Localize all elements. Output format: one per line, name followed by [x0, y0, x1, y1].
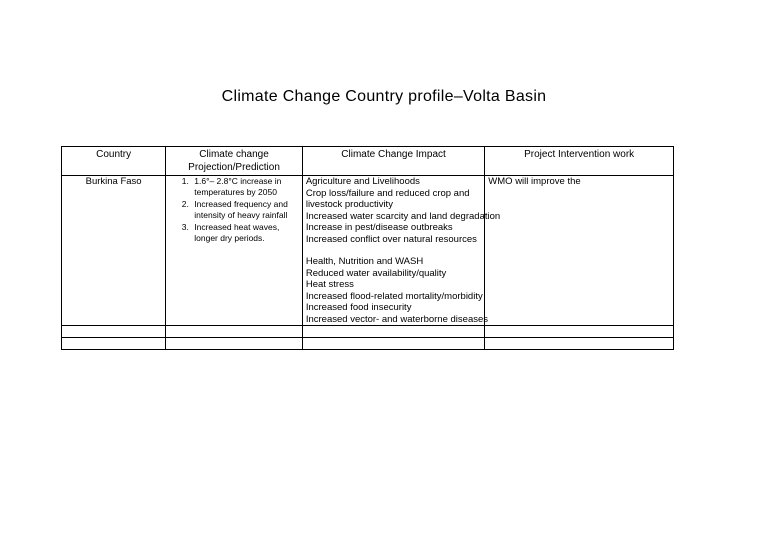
- impact-line: Increased food insecurity: [305, 302, 412, 313]
- impact-line: Increased water scarcity and land degradation: [305, 210, 501, 222]
- impact-cell: [302, 176, 501, 326]
- impact-line: Increased flood-related mortality/morbidity: [305, 290, 483, 302]
- country-cell: Burkina Faso: [62, 176, 166, 326]
- empty-cell: [302, 326, 484, 338]
- impact-line: Heat stress: [305, 279, 354, 290]
- table-row-empty: [62, 326, 674, 338]
- impact-line: Agriculture and Livelihoods: [305, 176, 420, 187]
- projection-item: 2. Increased frequency and intensity of heavy rainfall: [191, 199, 299, 222]
- impact-line: Reduced water availability/quality: [305, 267, 447, 279]
- impact-line: Health, Nutrition and WASH: [305, 256, 424, 267]
- impact-line: Increased vector- and waterborne diseases: [305, 313, 489, 325]
- header-impact: Climate Change Impact: [302, 147, 484, 176]
- empty-cell: [166, 338, 303, 350]
- empty-cell: [485, 338, 674, 350]
- projection-item: 1. 1.6°– 2.8°C increase in temperatures by 2050: [191, 176, 299, 199]
- empty-cell: [302, 338, 484, 350]
- impact-line: Crop loss/failure and reduced crop and: [305, 187, 470, 199]
- table-row-empty: [62, 338, 674, 350]
- empty-cell: [166, 326, 303, 338]
- projection-item: 3. Increased heat waves, longer dry periods.: [191, 222, 299, 245]
- intervention-cell: WMO will improve the: [485, 176, 674, 326]
- table-row: [62, 176, 674, 326]
- empty-cell: [485, 326, 674, 338]
- impact-line: Increase in pest/disease outbreaks: [305, 222, 453, 233]
- projection-list: [169, 176, 299, 244]
- header-country: Country: [62, 147, 166, 176]
- header-intervention: Project Intervention work: [485, 147, 674, 176]
- climate-profile-table: [61, 146, 674, 350]
- empty-cell: [62, 326, 166, 338]
- document-title: Climate Change Country profile–Volta Basin: [221, 88, 547, 105]
- header-projection: Climate change Projection/Prediction: [166, 147, 303, 176]
- impact-line: Increased conflict over natural resources: [305, 233, 477, 245]
- impact-line: livestock productivity: [305, 199, 393, 210]
- table-header-row: [62, 147, 674, 176]
- impact-spacer: [306, 245, 481, 256]
- empty-cell: [62, 338, 166, 350]
- projection-cell: [166, 176, 303, 326]
